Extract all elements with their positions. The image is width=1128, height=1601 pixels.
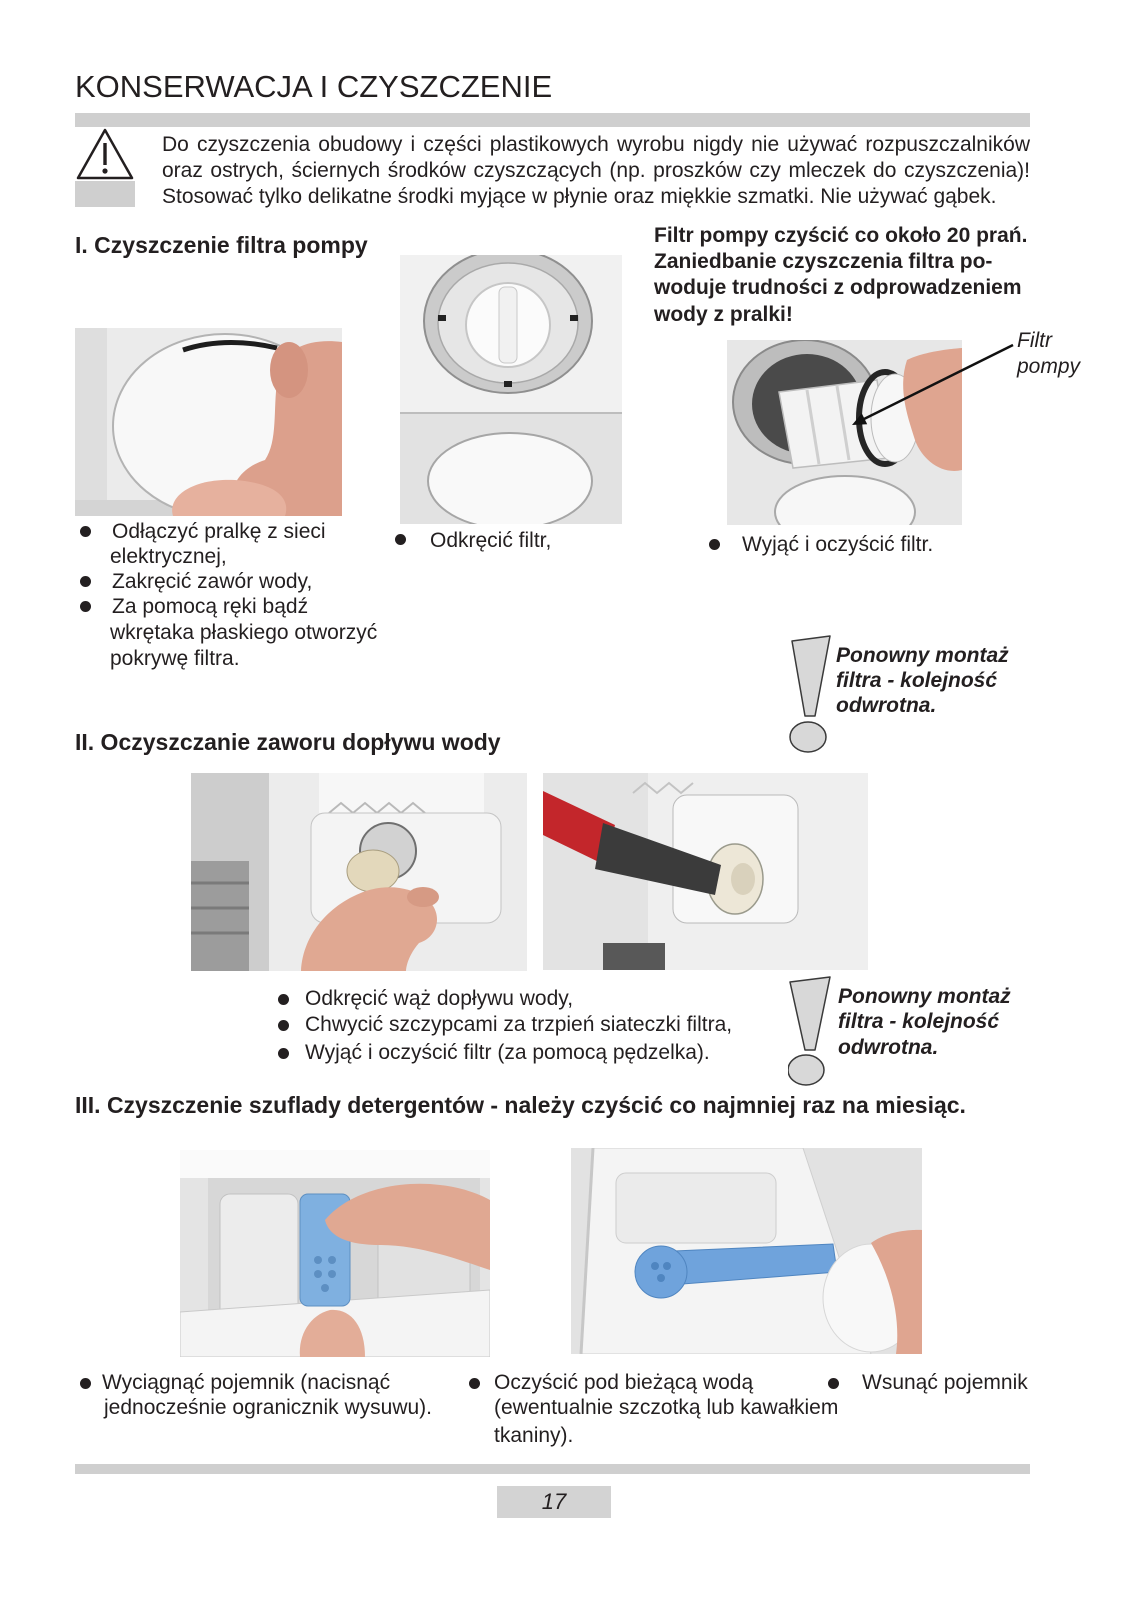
reassembly-note: filtra - kolejność — [838, 1010, 1000, 1033]
exclamation-icon — [788, 634, 834, 756]
warning-text-line: Do czyszczenia obudowy i części plastikowych wyrobu nigdy nie używać rozpuszczalników — [162, 133, 1030, 156]
bullet-icon — [80, 526, 91, 537]
photo-unscrewing-inlet-hose — [191, 773, 527, 971]
bottom-rule — [75, 1464, 1030, 1474]
reassembly-note: Ponowny montaż — [836, 644, 1009, 667]
reassembly-note: Ponowny montaż — [838, 985, 1011, 1008]
section-heading: III. Czyszczenie szuflady detergentów - należy czyścić co najmniej raz na miesiąc. — [75, 1092, 966, 1118]
callout-arrow-icon — [840, 330, 1020, 440]
exclamation-icon — [788, 975, 834, 1089]
page-title: KONSERWACJA I CZYSZCZENIE — [75, 69, 553, 104]
step-text: Odkręcić wąż dopływu wody, — [305, 987, 574, 1010]
bullet-icon — [80, 601, 91, 612]
filter-knob — [466, 283, 550, 367]
photo-illustration — [191, 773, 527, 971]
bullet-icon — [80, 1378, 91, 1389]
step-text: Odłączyć pralkę z sieci — [112, 520, 326, 543]
step-text: Odkręcić filtr, — [430, 529, 552, 552]
cleaning-interval-note: woduje trudności z odprowadzeniem — [654, 276, 1022, 299]
step-text: Wyjąć i oczyścić filtr (za pomocą pędzelka). — [305, 1041, 710, 1064]
filter-cover — [428, 433, 592, 524]
warning-text-line: Stosować tylko delikatne środki myjące w płynie oraz miękkie szmatki. Nie używać gąbek. — [162, 185, 997, 208]
bullet-icon — [278, 994, 289, 1005]
step-text: Oczyścić pod bieżącą wodą — [494, 1371, 754, 1394]
step-text: Wsunąć pojemnik — [862, 1371, 1028, 1394]
reassembly-note: odwrotna. — [836, 694, 937, 717]
photo-filter-in-housing — [400, 255, 622, 524]
page-number: 17 — [497, 1486, 611, 1518]
photo-illustration — [400, 255, 622, 524]
bullet-icon — [80, 576, 91, 587]
photo-pulling-out-drawer — [180, 1150, 490, 1357]
photo-illustration — [180, 1150, 490, 1357]
warning-gray-block — [75, 181, 135, 207]
cleaning-interval-note: Zaniedbanie czyszczenia filtra po- — [654, 250, 993, 273]
section-heading: I. Czyszczenie filtra pompy — [75, 232, 368, 258]
photo-illustration — [543, 773, 868, 970]
cleaning-interval-note: Filtr pompy czyścić co około 20 prań. — [654, 224, 1028, 247]
photo-opening-filter-cover — [75, 328, 342, 516]
photo-pliers-removing-strainer — [543, 773, 868, 970]
bullet-icon — [395, 534, 406, 545]
warning-triangle-icon — [75, 127, 135, 181]
step-text: elektrycznej, — [110, 545, 227, 568]
bullet-icon — [278, 1048, 289, 1059]
cleaning-interval-note: wody z pralki! — [654, 303, 793, 326]
step-text: Chwycić szczypcami za trzpień siateczki filtra, — [305, 1013, 733, 1036]
step-text: wkrętaka płaskiego otworzyć — [110, 621, 378, 644]
warning-text-line: oraz ostrych, ściernych środków czyszczących (np. proszków czy mleczek do czyszczenia)! — [162, 159, 1030, 182]
step-text: jednocześnie ogranicznik wysuwu). — [104, 1396, 432, 1419]
photo-cleaning-drawer-insert — [571, 1148, 922, 1354]
step-text: Za pomocą ręki bądź — [112, 595, 309, 618]
step-text: (ewentualnie szczotką lub kawałkiem — [494, 1396, 839, 1419]
step-text: pokrywę filtra. — [110, 647, 240, 670]
step-text: Zakręcić zawór wody, — [112, 570, 313, 593]
photo-illustration — [571, 1148, 922, 1354]
section-heading: II. Oczyszczanie zaworu dopływu wody — [75, 729, 501, 755]
bullet-icon — [709, 539, 720, 550]
bullet-icon — [828, 1378, 839, 1389]
top-rule — [75, 113, 1030, 127]
callout-label-pump-filter: pompy — [1017, 355, 1081, 378]
reassembly-note: filtra - kolejność — [836, 669, 998, 692]
photo-illustration — [75, 328, 342, 516]
callout-label-pump-filter: Filtr — [1017, 329, 1052, 352]
reassembly-note: odwrotna. — [838, 1036, 939, 1059]
bullet-icon — [469, 1378, 480, 1389]
hose — [191, 861, 249, 971]
step-text: Wyjąć i oczyścić filtr. — [742, 533, 934, 556]
bullet-icon — [278, 1020, 289, 1031]
step-text: tkaniny). — [494, 1424, 574, 1447]
step-text: Wyciągnąć pojemnik (nacisnąć — [102, 1371, 391, 1394]
